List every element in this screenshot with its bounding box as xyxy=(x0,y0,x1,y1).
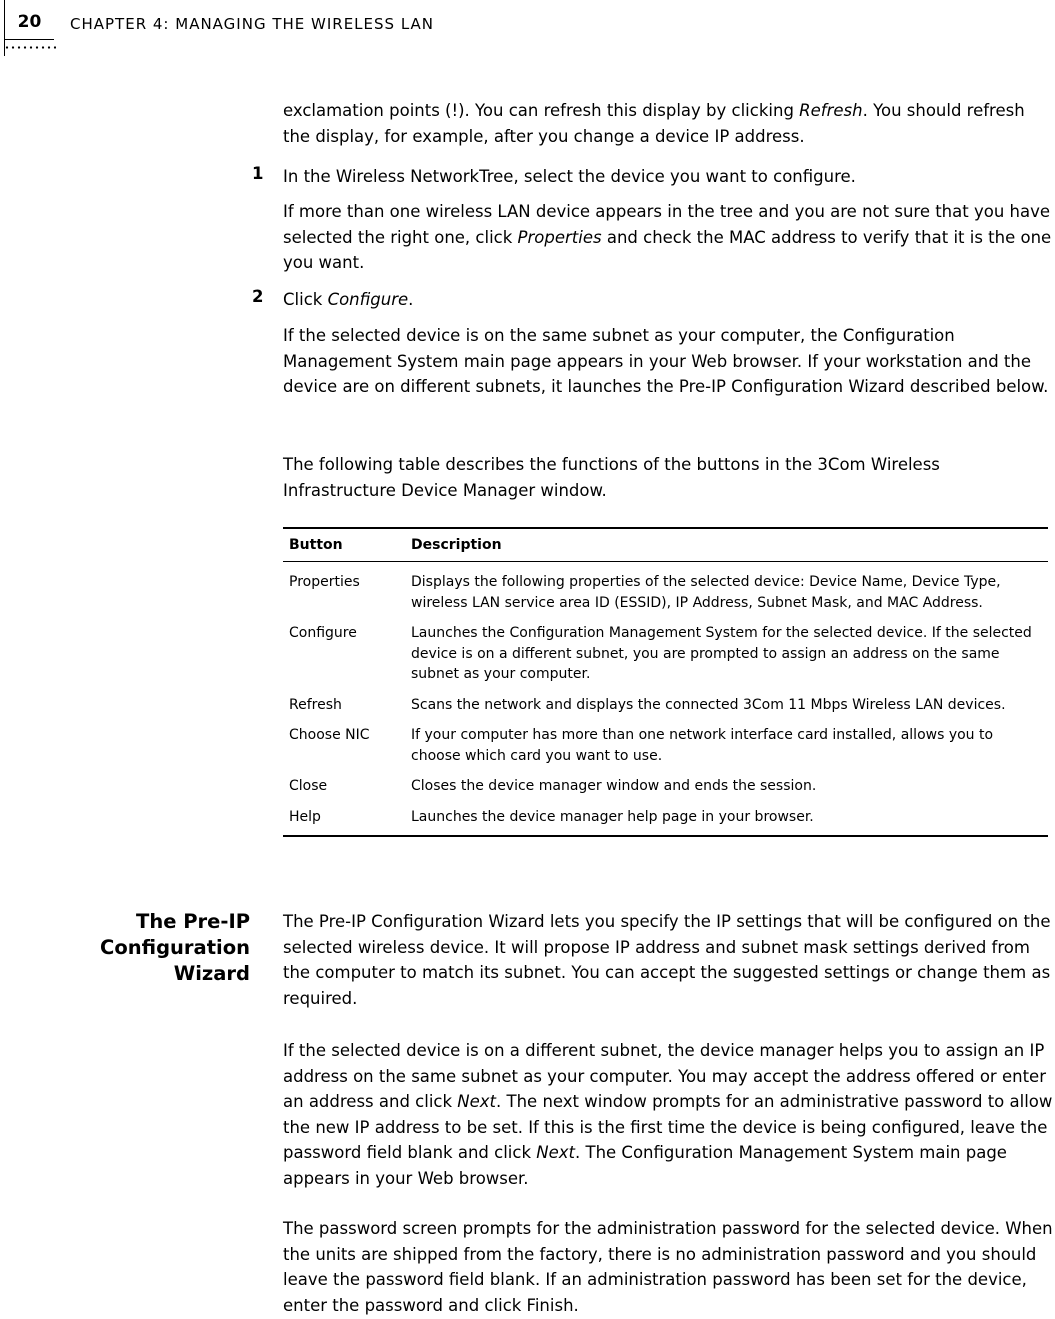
column-header-description: Description xyxy=(411,537,502,553)
table-header-row xyxy=(283,529,1048,562)
buttons-table xyxy=(283,527,1048,837)
section-heading xyxy=(0,909,250,987)
table-cell-button: Configure xyxy=(289,625,357,641)
step-1-note-a: If more than one wireless LAN device appears in the tree and you are not sure that you have selected the right one, click xyxy=(283,202,1051,247)
table-row xyxy=(283,797,1048,836)
step-2-number: 2 xyxy=(252,287,264,306)
section-p2-a: If the selected device is on a different subnet, the device manager helps you to assign an IP address on the same subnet as your computer. You may accept the address offered or enter an address and click xyxy=(283,1041,1046,1112)
step-1-note-b: and check the MAC address to verify that it is the one you want. xyxy=(283,227,1052,273)
table-cell-description: Displays the following properties of the selected device: Device Name, Device Type, wireless LAN service area ID (ESSID), IP Address, Subnet Mask, and MAC Address. xyxy=(411,574,1001,611)
table-row xyxy=(283,562,1048,613)
header-dotted-rule xyxy=(4,46,56,49)
section-paragraph-2 xyxy=(283,1038,1053,1192)
table-cell-description: If your computer has more than one network interface card installed, allows you to choose which card you want to use. xyxy=(411,727,994,764)
table-row xyxy=(283,685,1048,716)
configure-emphasis: Configure xyxy=(327,290,409,309)
intro-paragraph xyxy=(283,98,1053,149)
table-cell-button: Properties xyxy=(289,574,360,590)
section-p2-b: . The next window prompts for an administrative password to allow the new IP address to be set. If this is the first time the device is being configured, leave the password field blank and click xyxy=(283,1092,1053,1163)
table-cell-description: Closes the device manager window and ends the session. xyxy=(411,778,817,794)
properties-emphasis: Properties xyxy=(517,227,602,247)
column-header-button: Button xyxy=(289,537,343,553)
step-2-text xyxy=(283,287,1053,313)
table-row xyxy=(283,613,1048,685)
table-cell-button: Refresh xyxy=(289,696,342,713)
step-1-text: In the Wireless NetworkTree, select the device you want to configure. xyxy=(283,167,856,186)
section-heading-line-1: The Pre-IP Configuration xyxy=(100,910,250,959)
table-intro: The following table describes the functions of the buttons in the 3Com Wireless Infrastructure Device Manager window. xyxy=(283,455,940,500)
page-number: 20 xyxy=(4,0,54,40)
step-1-number: 1 xyxy=(252,164,264,183)
step-1-note xyxy=(283,199,1053,276)
table-cell-button: Help xyxy=(289,808,321,825)
intro-text-a: exclamation points (!). You can refresh this display by clicking xyxy=(283,101,800,120)
table-row xyxy=(283,766,1048,797)
step-2-text-a: Click xyxy=(283,290,328,309)
step-2-text-b: . xyxy=(408,290,414,309)
page-header xyxy=(0,0,1055,60)
refresh-emphasis: Refresh xyxy=(799,101,863,120)
section-heading-line-2: Wizard xyxy=(173,962,250,985)
table-cell-button: Choose NIC xyxy=(289,727,370,743)
step-2-note: If the selected device is on the same subnet as your computer, the Configuration Management System main page appears in your Web browser. If your workstation and the device are on different subnets, it launches the Pre-IP Configuration Wizard described below. xyxy=(283,326,1049,397)
section-paragraph-1: The Pre-IP Configuration Wizard lets you specify the IP settings that will be configured on the selected wireless device. It will propose IP address and subnet mask settings derived from the computer to match its subnet. You can accept the suggested settings or change them as required. xyxy=(283,912,1051,1008)
section-paragraph-3: The password screen prompts for the administration password for the selected device. When the units are shipped from the factory, there is no administration password and you should leave the password field blank. If an administration password has been set for the device, enter the password and click Finish. xyxy=(283,1219,1053,1315)
table-cell-button: Close xyxy=(289,778,328,794)
table-cell-description: Launches the device manager help page in your browser. xyxy=(411,808,814,825)
running-title: CHAPTER 4: MANAGING THE WIRELESS LAN xyxy=(70,15,435,33)
next-emphasis-2: Next xyxy=(536,1143,575,1163)
table-row xyxy=(283,715,1048,766)
intro-text-b: . You should refresh the display, for example, after you change a device IP address. xyxy=(283,101,1025,146)
next-emphasis-1: Next xyxy=(457,1092,497,1112)
section-p2-c: . The Configuration Management System main page appears in your Web browser. xyxy=(283,1143,1007,1188)
table-cell-description: Scans the network and displays the connected 3Com 11 Mbps Wireless LAN devices. xyxy=(411,696,1006,713)
table-cell-description: Launches the Configuration Management System for the selected device. If the selected device is on a different subnet, you are prompted to assign an address on the same subnet as your computer. xyxy=(411,625,1032,682)
